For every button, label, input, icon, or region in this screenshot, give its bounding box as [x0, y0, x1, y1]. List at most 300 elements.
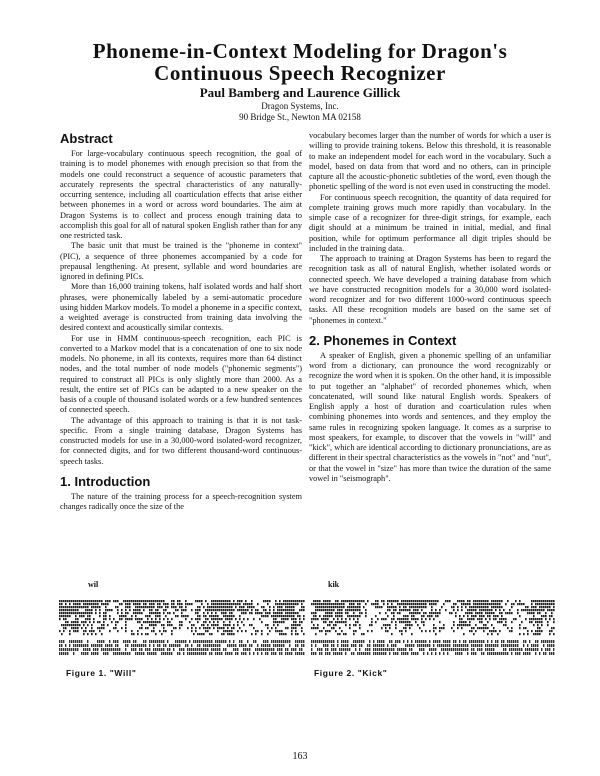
- spectrogram-digit-row-cell: [193, 652, 194, 655]
- spectrogram-cell: [391, 621, 393, 623]
- spectrogram-cell: [471, 606, 473, 608]
- spectrogram-digit-row-cell: [419, 640, 420, 643]
- spectrogram-cell: [409, 600, 411, 602]
- right-column: [309, 131, 551, 484]
- spectrogram-digit-row-cell: [103, 652, 104, 655]
- spectrogram-cell: [251, 606, 253, 608]
- spectrogram-cell: [493, 630, 495, 632]
- spectrogram-digit-row-cell: [197, 644, 198, 647]
- spectrogram-digit-row-cell: [509, 644, 510, 647]
- spectrogram-cell: [149, 621, 151, 623]
- spectrogram-cell: [273, 621, 275, 623]
- spectrogram-cell: [107, 609, 109, 611]
- spectrogram-cell: [285, 618, 287, 620]
- spectrogram-cell: [75, 612, 77, 614]
- spectrogram-cell: [173, 603, 175, 605]
- spectrogram-digit-row-cell: [125, 640, 126, 643]
- spectrogram-digit-row-cell: [151, 640, 152, 643]
- spectrogram-cell: [89, 618, 91, 620]
- spectrogram-cell: [453, 624, 455, 626]
- spectrogram-digit-row-cell: [283, 644, 284, 647]
- spectrogram-cell: [391, 633, 393, 635]
- spectrogram-digit-row-cell: [143, 640, 144, 643]
- spectrogram-digit-row-cell: [337, 652, 338, 655]
- spectrogram-digit-row-cell: [363, 640, 364, 643]
- spectrogram-cell: [71, 600, 73, 602]
- spectrogram-digit-row-cell: [103, 640, 104, 643]
- spectrogram-digit-row-cell: [553, 640, 554, 643]
- spectrogram-digit-row-cell: [547, 648, 548, 651]
- spectrogram-digit-row-cell: [347, 648, 348, 651]
- spectrogram-cell: [227, 627, 229, 629]
- spectrogram-cell: [541, 606, 543, 608]
- spectrogram-cell: [227, 600, 229, 602]
- abstract-paragraph: More than 16,000 training tokens, half isolated words and half short phrases, were phonemically labeled by a semi-automatic procedure using hidden Markov models. To model a phoneme in a specific context, a weighted average is constructed from training data involving the desired context and acoustically similar contexts.: [60, 282, 302, 333]
- spectrogram-cell: [145, 603, 147, 605]
- spectrogram-digit-row-cell: [369, 640, 370, 643]
- spectrogram-cell: [105, 603, 107, 605]
- spectrogram-digit-row-cell: [411, 652, 412, 655]
- spectrogram-cell: [241, 609, 243, 611]
- spectrogram-cell: [349, 624, 351, 626]
- spectrogram-cell: [181, 612, 183, 614]
- spectrogram-cell: [539, 630, 541, 632]
- spectrogram-cell: [257, 630, 259, 632]
- spectrogram-cell: [171, 603, 173, 605]
- spectrogram-cell: [485, 609, 487, 611]
- spectrogram-cell: [471, 612, 473, 614]
- spectrogram-cell: [283, 618, 285, 620]
- spectrogram-cell: [71, 627, 73, 629]
- spectrogram-cell: [239, 609, 241, 611]
- spectrogram-cell: [89, 609, 91, 611]
- spectrogram-digit-row-cell: [377, 652, 378, 655]
- spectrogram-digit-row-cell: [483, 640, 484, 643]
- spectrogram-cell: [461, 627, 463, 629]
- spectrogram-cell: [229, 612, 231, 614]
- spectrogram-cell: [319, 615, 321, 617]
- spectrogram-cell: [121, 603, 123, 605]
- spectrogram-cell: [79, 615, 81, 617]
- spectrogram-cell: [213, 603, 215, 605]
- spectrogram-digit-row-cell: [311, 640, 312, 643]
- spectrogram-cell: [229, 600, 231, 602]
- spectrogram-cell: [477, 627, 479, 629]
- spectrogram-digit-row-cell: [549, 640, 550, 643]
- spectrogram-digit-row-cell: [379, 640, 380, 643]
- spectrogram-cell: [265, 609, 267, 611]
- spectrogram-cell: [491, 609, 493, 611]
- spectrogram-cell: [443, 603, 445, 605]
- spectrogram-cell: [119, 615, 121, 617]
- spectrogram-cell: [255, 633, 257, 635]
- spectrogram-cell: [203, 624, 205, 626]
- spectrogram-cell: [203, 615, 205, 617]
- spectrogram-digit-row-cell: [327, 640, 328, 643]
- spectrogram-cell: [217, 630, 219, 632]
- spectrogram-cell: [533, 624, 535, 626]
- spectrogram-cell: [537, 600, 539, 602]
- spectrogram-cell: [327, 630, 329, 632]
- spectrogram-digit-row-cell: [393, 644, 394, 647]
- spectrogram-cell: [171, 600, 173, 602]
- spectrogram-digit-row-cell: [171, 644, 172, 647]
- spectrogram-digit-row-cell: [173, 644, 174, 647]
- spectrogram-digit-row-cell: [459, 644, 460, 647]
- spectrogram-cell: [221, 609, 223, 611]
- spectrogram-digit-row-cell: [345, 640, 346, 643]
- spectrogram-cell: [517, 609, 519, 611]
- spectrogram-cell: [137, 621, 139, 623]
- spectrogram-cell: [123, 600, 125, 602]
- spectrogram-cell: [89, 612, 91, 614]
- spectrogram-cell: [89, 621, 91, 623]
- spectrogram-digit-row-cell: [463, 648, 464, 651]
- spectrogram-digit-row-cell: [507, 640, 508, 643]
- spectrogram-cell: [345, 609, 347, 611]
- spectrogram-digit-row-cell: [265, 648, 266, 651]
- spectrogram-cell: [543, 606, 545, 608]
- spectrogram-cell: [345, 618, 347, 620]
- spectrogram-cell: [429, 630, 431, 632]
- spectrogram-digit-row-cell: [273, 648, 274, 651]
- spectrogram-digit-row-cell: [473, 648, 474, 651]
- spectrogram-cell: [303, 633, 305, 635]
- spectrogram-digit-row-cell: [263, 644, 264, 647]
- spectrogram-cell: [79, 606, 81, 608]
- spectrogram-digit-row-cell: [117, 644, 118, 647]
- spectrogram-cell: [281, 603, 283, 605]
- spectrogram-cell: [409, 603, 411, 605]
- spectrogram-digit-row-cell: [317, 640, 318, 643]
- spectrogram-cell: [405, 609, 407, 611]
- spectrogram-digit-row-cell: [303, 640, 304, 643]
- spectrogram-cell: [325, 600, 327, 602]
- spectrogram-digit-row-cell: [549, 652, 550, 655]
- spectrogram-digit-row-cell: [389, 640, 390, 643]
- spectrogram-cell: [287, 606, 289, 608]
- spectrogram-cell: [475, 612, 477, 614]
- spectrogram-digit-row-cell: [321, 640, 322, 643]
- spectrogram-cell: [501, 618, 503, 620]
- spectrogram-cell: [387, 600, 389, 602]
- spectrogram-digit-row-cell: [501, 652, 502, 655]
- spectrogram-cell: [65, 606, 67, 608]
- spectrogram-cell: [91, 627, 93, 629]
- spectrogram-cell: [155, 600, 157, 602]
- spectrogram-cell: [191, 618, 193, 620]
- spectrogram-cell: [475, 606, 477, 608]
- spectrogram-cell: [87, 624, 89, 626]
- spectrogram-cell: [149, 612, 151, 614]
- spectrogram-cell: [505, 621, 507, 623]
- spectrogram-cell: [499, 603, 501, 605]
- spectrogram-cell: [535, 606, 537, 608]
- spectrogram-cell: [335, 603, 337, 605]
- spectrogram-cell: [299, 624, 301, 626]
- spectrogram-cell: [191, 624, 193, 626]
- spectrogram-cell: [217, 627, 219, 629]
- spectrogram-digit-row-cell: [455, 652, 456, 655]
- spectrogram-cell: [87, 600, 89, 602]
- spectrogram-cell: [299, 618, 301, 620]
- spectrogram-cell: [553, 621, 555, 623]
- spectrogram-cell: [473, 615, 475, 617]
- spectrogram-digit-row-cell: [303, 652, 304, 655]
- spectrogram-cell: [115, 600, 117, 602]
- spectrogram-cell: [137, 606, 139, 608]
- spectrogram-digit-row-cell: [275, 640, 276, 643]
- spectrogram-cell: [221, 612, 223, 614]
- spectrogram-cell: [387, 606, 389, 608]
- spectrogram-cell: [311, 603, 313, 605]
- spectrogram-digit-row-cell: [441, 648, 442, 651]
- spectrogram-cell: [167, 606, 169, 608]
- spectrogram-cell: [399, 630, 401, 632]
- spectrogram-cell: [149, 615, 151, 617]
- spectrogram-cell: [495, 603, 497, 605]
- spectrogram-digit-row-cell: [467, 648, 468, 651]
- spectrogram-cell: [133, 603, 135, 605]
- spectrogram-cell: [83, 612, 85, 614]
- spectrogram-cell: [231, 633, 233, 635]
- spectrogram-digit-row-cell: [215, 652, 216, 655]
- spectrogram-digit-row-cell: [333, 644, 334, 647]
- spectrogram-cell: [339, 633, 341, 635]
- spectrogram-digit-row-cell: [149, 644, 150, 647]
- spectrogram-cell: [315, 612, 317, 614]
- spectrogram-cell: [485, 627, 487, 629]
- spectrogram-cell: [209, 609, 211, 611]
- spectrogram-cell: [429, 618, 431, 620]
- spectrogram-cell: [481, 603, 483, 605]
- spectrogram-cell: [459, 600, 461, 602]
- spectrogram-digit-row-cell: [93, 648, 94, 651]
- spectrogram-cell: [323, 603, 325, 605]
- spectrogram-cell: [409, 621, 411, 623]
- spectrogram-cell: [231, 618, 233, 620]
- spectrogram-cell: [355, 609, 357, 611]
- spectrogram-cell: [103, 612, 105, 614]
- spectrogram-digit-row-cell: [517, 644, 518, 647]
- spectrogram-cell: [81, 621, 83, 623]
- spectrogram-cell: [539, 600, 541, 602]
- spectrogram-cell: [327, 606, 329, 608]
- spectrogram-cell: [117, 609, 119, 611]
- spectrogram-cell: [287, 603, 289, 605]
- spectrogram-cell: [451, 612, 453, 614]
- spectrogram-cell: [139, 600, 141, 602]
- spectrogram-cell: [471, 627, 473, 629]
- spectrogram-cell: [321, 603, 323, 605]
- spectrogram-cell: [415, 621, 417, 623]
- spectrogram-cell: [389, 624, 391, 626]
- spectrogram-cell: [95, 609, 97, 611]
- spectrogram-digit-row-cell: [461, 644, 462, 647]
- spectrogram-cell: [491, 600, 493, 602]
- spectrogram-cell: [333, 603, 335, 605]
- spectrogram-cell: [109, 618, 111, 620]
- spectrogram-digit-row-cell: [101, 648, 102, 651]
- spectrogram-cell: [177, 609, 179, 611]
- spectrogram-digit-row-cell: [269, 648, 270, 651]
- spectrogram-digit-row-cell: [421, 648, 422, 651]
- spectrogram-cell: [185, 609, 187, 611]
- spectrogram-digit-row-cell: [397, 640, 398, 643]
- spectrogram-cell: [401, 600, 403, 602]
- spectrogram-digit-row-cell: [425, 644, 426, 647]
- spectrogram-cell: [211, 606, 213, 608]
- spectrogram-cell: [405, 630, 407, 632]
- spectrogram-cell: [517, 612, 519, 614]
- spectrogram-cell: [233, 624, 235, 626]
- spectrogram-cell: [295, 603, 297, 605]
- spectrogram-digit-row-cell: [419, 648, 420, 651]
- spectrogram-cell: [495, 600, 497, 602]
- spectrogram-cell: [485, 618, 487, 620]
- spectrogram-cell: [151, 600, 153, 602]
- spectrogram-cell: [215, 612, 217, 614]
- spectrogram-cell: [473, 603, 475, 605]
- spectrogram-cell: [459, 624, 461, 626]
- spectrogram-cell: [495, 630, 497, 632]
- spectrogram-cell: [227, 618, 229, 620]
- spectrogram-digit-row-cell: [503, 644, 504, 647]
- spectrogram-cell: [65, 618, 67, 620]
- spectrogram-cell: [421, 630, 423, 632]
- spectrogram-digit-row-cell: [59, 644, 60, 647]
- spectrogram-cell: [313, 624, 315, 626]
- spectrogram-digit-row-cell: [185, 640, 186, 643]
- spectrogram-cell: [357, 609, 359, 611]
- spectrogram-digit-row-cell: [393, 648, 394, 651]
- spectrogram-cell: [137, 603, 139, 605]
- spectrogram-cell: [485, 600, 487, 602]
- spectrogram-cell: [233, 609, 235, 611]
- spectrogram-cell: [375, 615, 377, 617]
- spectrogram-cell: [151, 630, 153, 632]
- spectrogram-cell: [239, 606, 241, 608]
- spectrogram-digit-row-cell: [401, 648, 402, 651]
- spectrogram-cell: [315, 603, 317, 605]
- spectrogram-digit-row-cell: [369, 652, 370, 655]
- spectrogram-cell: [489, 609, 491, 611]
- spectrogram-cell: [131, 600, 133, 602]
- spectrogram-digit-row-cell: [437, 640, 438, 643]
- spectrogram-cell: [549, 603, 551, 605]
- spectrogram-cell: [59, 615, 61, 617]
- spectrogram-cell: [501, 621, 503, 623]
- spectrogram-digit-row-cell: [325, 644, 326, 647]
- spectrogram-cell: [205, 621, 207, 623]
- address: 90 Bridge St., Newton MA 02158: [239, 112, 361, 122]
- spectrogram-cell: [269, 600, 271, 602]
- spectrogram-cell: [213, 609, 215, 611]
- spectrogram-digit-row-cell: [437, 644, 438, 647]
- spectrogram-digit-row-cell: [179, 640, 180, 643]
- spectrogram-cell: [525, 609, 527, 611]
- spectrogram-cell: [505, 618, 507, 620]
- spectrogram-cell: [411, 624, 413, 626]
- spectrogram-cell: [533, 600, 535, 602]
- spectrogram-digit-row-cell: [243, 644, 244, 647]
- spectrogram-cell: [425, 630, 427, 632]
- spectrogram-cell: [435, 627, 437, 629]
- spectrogram-cell: [317, 624, 319, 626]
- spectrogram-cell: [273, 612, 275, 614]
- spectrogram-cell: [281, 633, 283, 635]
- spectrogram-digit-row-cell: [515, 648, 516, 651]
- spectrogram-cell: [385, 630, 387, 632]
- spectrogram-cell: [135, 615, 137, 617]
- spectrogram-digit-row-cell: [287, 652, 288, 655]
- spectrogram-cell: [83, 603, 85, 605]
- spectrogram-digit-row-cell: [297, 652, 298, 655]
- spectrogram-cell: [189, 603, 191, 605]
- spectrogram-cell: [357, 603, 359, 605]
- spectrogram-digit-row-cell: [151, 652, 152, 655]
- spectrogram-cell: [127, 606, 129, 608]
- spectrogram-digit-row-cell: [217, 648, 218, 651]
- spectrogram-digit-row-cell: [355, 640, 356, 643]
- spectrogram-cell: [407, 609, 409, 611]
- spectrogram-cell: [155, 633, 157, 635]
- spectrogram-cell: [553, 618, 555, 620]
- spectrogram-cell: [467, 612, 469, 614]
- spectrogram-cell: [287, 600, 289, 602]
- spectrogram-cell: [129, 609, 131, 611]
- spectrogram-cell: [105, 600, 107, 602]
- spectrogram-cell: [223, 600, 225, 602]
- spectrogram-cell: [293, 606, 295, 608]
- spectrogram-cell: [223, 615, 225, 617]
- spectrogram-cell: [141, 624, 143, 626]
- spectrogram-cell: [387, 615, 389, 617]
- spectrogram-cell: [423, 600, 425, 602]
- spectrogram-cell: [287, 609, 289, 611]
- spectrogram-cell: [99, 612, 101, 614]
- spectrogram-digit-row-cell: [429, 640, 430, 643]
- spectrogram-cell: [413, 600, 415, 602]
- spectrogram-digit-row-cell: [171, 652, 172, 655]
- spectrogram-cell: [223, 621, 225, 623]
- spectrogram-cell: [547, 606, 549, 608]
- spectrogram-cell: [117, 630, 119, 632]
- spectrogram-cell: [461, 621, 463, 623]
- spectrogram-digit-row-cell: [231, 652, 232, 655]
- spectrogram-digit-row-cell: [249, 648, 250, 651]
- spectrogram-cell: [343, 633, 345, 635]
- spectrogram-cell: [335, 600, 337, 602]
- spectrogram-cell: [437, 600, 439, 602]
- spectrogram-cell: [77, 627, 79, 629]
- spectrogram-cell: [335, 615, 337, 617]
- spectrogram-cell: [553, 633, 555, 635]
- spectrogram-cell: [387, 609, 389, 611]
- spectrogram-cell: [211, 600, 213, 602]
- spectrogram-cell: [267, 603, 269, 605]
- spectrogram-digit-row-cell: [133, 644, 134, 647]
- spectrogram-cell: [281, 612, 283, 614]
- spectrogram-cell: [227, 603, 229, 605]
- spectrogram-digit-row-cell: [187, 648, 188, 651]
- spectrogram-digit-row-cell: [531, 648, 532, 651]
- spectrogram-cell: [495, 606, 497, 608]
- spectrogram-cell: [481, 609, 483, 611]
- spectrogram-digit-row-cell: [81, 652, 82, 655]
- spectrogram-cell: [141, 612, 143, 614]
- spectrogram-cell: [209, 606, 211, 608]
